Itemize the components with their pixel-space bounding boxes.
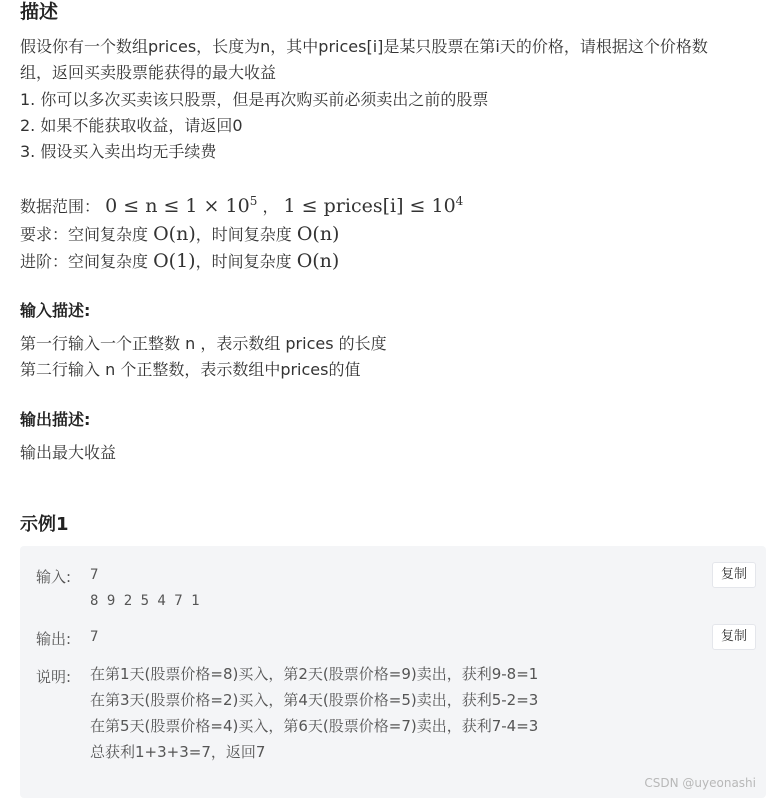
example-box <box>20 546 766 798</box>
data-range <box>20 193 463 220</box>
description-paragraph-1: 假设你有一个数组prices，长度为n，其中prices[i]是某只股票在第i天的价格，请根据这个价格数 <box>20 37 708 56</box>
rule-3: 3. 假设买入卖出均无手续费 <box>20 142 217 161</box>
advanced-time-complexity: O(n) <box>296 250 340 272</box>
requirement: 要求：空间复杂度 O(n)，时间复杂度 O(n) <box>20 223 340 245</box>
explain-line: 在第3天(股票价格=2)买入，第4天(股票价格=5)卖出，获利5-2=3 <box>90 691 539 709</box>
data-range-separator: ， <box>262 197 279 216</box>
explain-line: 在第1天(股票价格=8)买入，第2天(股票价格=9)卖出，获利9-8=1 <box>90 665 539 683</box>
input-value-line-2: 8 9 2 5 4 7 1 <box>90 593 200 609</box>
rule-2: 2. 如果不能获取收益，请返回0 <box>20 116 243 135</box>
copy-input-button[interactable]: 复制 <box>712 562 756 588</box>
advanced-space-complexity: O(1) <box>153 250 196 272</box>
explain-label: 说明: <box>36 668 72 686</box>
data-range-label: 数据范围： <box>20 197 101 216</box>
output-desc-heading: 输出描述: <box>20 410 91 429</box>
data-range-math-1: $0 \le n \le 1 \times 10^5$ <box>105 194 258 217</box>
output-value: 7 <box>90 629 99 645</box>
explain-line: 在第5天(股票价格=4)买入，第6天(股票价格=7)卖出，获利7-4=3 <box>90 717 539 735</box>
explain-line: 总获利1+3+3=7，返回7 <box>90 743 266 761</box>
watermark: CSDN @uyeonashi <box>644 776 756 790</box>
rule-1: 1. 你可以多次买卖该只股票，但是再次购买前必须卖出之前的股票 <box>20 90 489 109</box>
requirement-time-complexity: O(n) <box>296 223 340 245</box>
input-label: 输入: <box>36 568 72 586</box>
input-desc-line-1: 第一行输入一个正整数 n ，表示数组 prices 的长度 <box>20 334 387 353</box>
copy-output-button[interactable]: 复制 <box>712 624 756 650</box>
input-value-line-1: 7 <box>90 567 99 583</box>
output-label: 输出: <box>36 630 72 648</box>
explain-lines <box>90 661 538 765</box>
output-desc-line: 输出最大收益 <box>20 443 117 462</box>
description-paragraph-2: 组，返回买卖股票能获得的最大收益 <box>20 63 277 82</box>
requirement-space-complexity: O(n) <box>153 223 196 245</box>
data-range-math-2: 1 ≤ prices[i] ≤ $10^4$ <box>283 194 464 217</box>
input-desc-line-2: 第二行输入 n 个正整数，表示数组中prices的值 <box>20 360 361 379</box>
example-heading: 示例1 <box>20 514 69 535</box>
advanced-requirement: 进阶：空间复杂度 O(1)，时间复杂度 O(n) <box>20 250 340 272</box>
description-heading: 描述 <box>20 1 59 23</box>
input-desc-heading: 输入描述: <box>20 301 91 320</box>
